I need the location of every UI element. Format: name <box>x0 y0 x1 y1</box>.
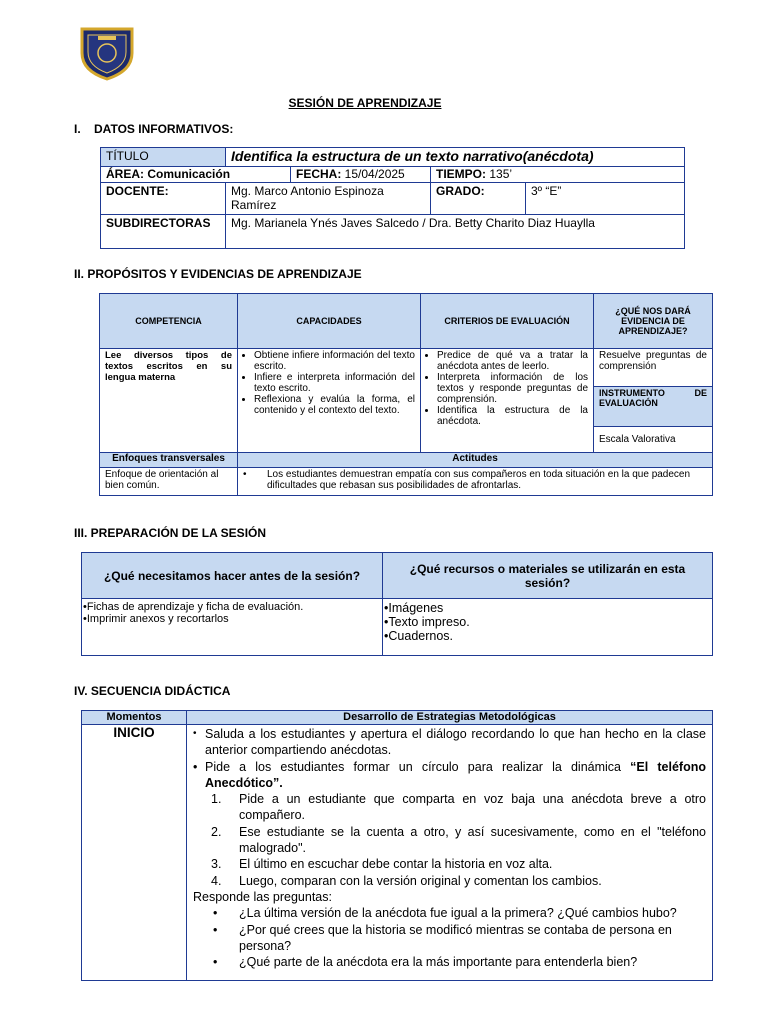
area-label: ÁREA: <box>106 167 144 181</box>
actitudes-label: Actitudes <box>238 453 713 468</box>
capacidades-list <box>238 349 421 453</box>
step-item: 3. El último en escuchar debe contar la historia en voz alta. <box>211 857 553 872</box>
desarrollo-content <box>187 725 713 981</box>
actitud-cell <box>238 468 713 496</box>
antes-item: •Imprimir anexos y recortarlos <box>83 613 229 625</box>
propositos-table <box>99 293 713 496</box>
subdirectora-value: Mg. Marianela Ynés Javes Salcedo / Dra. Betty Charito Diaz Huaylla <box>226 215 685 249</box>
titulo-label: TÍTULO <box>101 148 226 167</box>
bullet1-text: Saluda a los estudiantes y apertura el diálogo recordando lo que han hecho en la clase anterior compartiendo anécdotas. <box>205 727 706 758</box>
tiempo-value: 135’ <box>489 167 513 181</box>
section4-heading: IV. SECUENCIA DIDÁCTICA <box>74 684 231 698</box>
docente-label: DOCENTE: <box>101 183 226 215</box>
section2-heading: II. PROPÓSITOS Y EVIDENCIAS DE APRENDIZAJE <box>74 267 362 281</box>
section3-heading: III. PREPARACIÓN DE LA SESIÓN <box>74 526 267 540</box>
school-logo <box>78 25 136 81</box>
section1-title: DATOS INFORMATIVOS: <box>94 122 234 136</box>
grado-value: 3º “E” <box>526 183 685 215</box>
recurso-item: •Texto impreso. <box>384 615 470 629</box>
antes-item: •Fichas de aprendizaje y ficha de evaluación. <box>83 601 304 613</box>
tiempo-label: TIEMPO: <box>436 167 486 181</box>
bullet1 <box>193 726 706 759</box>
enfoques-label: Enfoques transversales <box>100 453 238 468</box>
recurso-item: •Imágenes <box>384 601 444 615</box>
col-evidencia: ¿QUÉ NOS DARÁ EVIDENCIA DE APRENDIZAJE? <box>594 294 713 349</box>
col-momentos: Momentos <box>82 711 187 725</box>
section1-number: I. <box>74 122 81 136</box>
area-cell <box>101 167 291 183</box>
tiempo-cell <box>431 167 685 183</box>
recursos-list <box>383 599 713 656</box>
subdirectora-label: SUBDIRECTORAS <box>101 215 226 249</box>
recurso-item: •Cuadernos. <box>384 629 454 643</box>
responde-label: Responde las preguntas: <box>193 889 332 904</box>
competencia-value: Lee diversos tipos de textos escritos en su lengua materna <box>100 349 238 453</box>
col-criterios: CRITERIOS DE EVALUACIÓN <box>421 294 594 349</box>
preguntas-list <box>193 905 706 970</box>
instrumento-value: Escala Valorativa <box>594 427 713 453</box>
area-value: Comunicación <box>147 167 231 181</box>
pregunta-item: • ¿La última versión de la anécdota fue igual a la primera? ¿Qué cambios hubo? <box>213 906 677 921</box>
preparacion-table <box>81 552 713 656</box>
bullet2 <box>193 759 706 792</box>
col-antes: ¿Qué necesitamos hacer antes de la sesión? <box>82 553 383 599</box>
col-recursos: ¿Qué recursos o materiales se utilizarán en esta sesión? <box>383 553 713 599</box>
docente-value: Mg. Marco Antonio Espinoza Ramírez <box>226 183 431 215</box>
instrumento-label: INSTRUMENTO DE EVALUACIÓN <box>594 387 713 427</box>
capacidad-item: • Infiere e interpreta información del texto escrito. <box>254 372 415 394</box>
grado-label: GRADO: <box>431 183 526 215</box>
bullet2-text: Pide a los estudiantes formar un círculo para realizar la dinámica “El teléfono Anecdótico”. <box>205 759 706 790</box>
pregunta-item: • ¿Por qué crees que la historia se modificó mientras se contaba de persona en persona? <box>213 922 672 953</box>
bullet-icon: • <box>193 759 198 774</box>
col-desarrollo: Desarrollo de Estrategias Metodológicas <box>187 711 713 725</box>
step-item: 2. Ese estudiante se la cuenta a otro, y así sucesivamente, como en el "teléfono malogrado". <box>211 824 706 856</box>
steps-list <box>193 791 706 889</box>
page-title: SESIÓN DE APRENDIZAJE <box>288 96 442 110</box>
fecha-label: FECHA: <box>296 167 342 181</box>
evidencia-value: Resuelve preguntas de comprensión <box>594 349 713 387</box>
bullet-icon: • <box>193 728 197 739</box>
fecha-cell <box>291 167 431 183</box>
col-capacidades: CAPACIDADES <box>238 294 421 349</box>
actitud-value: Los estudiantes demuestran empatía con sus compañeros en toda situación en la que padecen dificultades que rebasan sus posibilidades de afrontarlas. <box>267 469 691 491</box>
step-item: 4. Luego, comparan con la versión original y comentan los cambios. <box>211 873 602 888</box>
criterio-item: • Predice de qué va a tratar la anécdota antes de leerlo. <box>437 350 588 372</box>
criterios-list <box>421 349 594 453</box>
enfoque-value: Enfoque de orientación al bien común. <box>100 468 238 496</box>
col-competencia: COMPETENCIA <box>100 294 238 349</box>
momento-inicio: INICIO <box>82 725 187 981</box>
fecha-value: 15/04/2025 <box>344 167 405 181</box>
pregunta-item: • ¿Qué parte de la anécdota era la más importante para entenderla bien? <box>213 955 638 970</box>
section1-heading <box>74 122 233 136</box>
datos-table <box>100 147 685 249</box>
antes-list <box>82 599 383 656</box>
criterio-item: • Identifica la estructura de la anécdota. <box>437 405 588 427</box>
titulo-value: Identifica la estructura de un texto narrativo(anécdota) <box>226 148 685 167</box>
criterio-item: • Interpreta información de los textos y responde preguntas de comprensión. <box>437 372 588 405</box>
step-item: 1. Pide a un estudiante que comparta en voz baja una anécdota breve a otro compañero. <box>211 792 706 823</box>
secuencia-table <box>81 710 713 981</box>
capacidad-item: • Reflexiona y evalúa la forma, el contenido y el contexto del texto. <box>254 394 415 416</box>
bullet-icon: • <box>243 469 247 480</box>
capacidad-item: • Obtiene infiere información del texto escrito. <box>254 350 415 372</box>
